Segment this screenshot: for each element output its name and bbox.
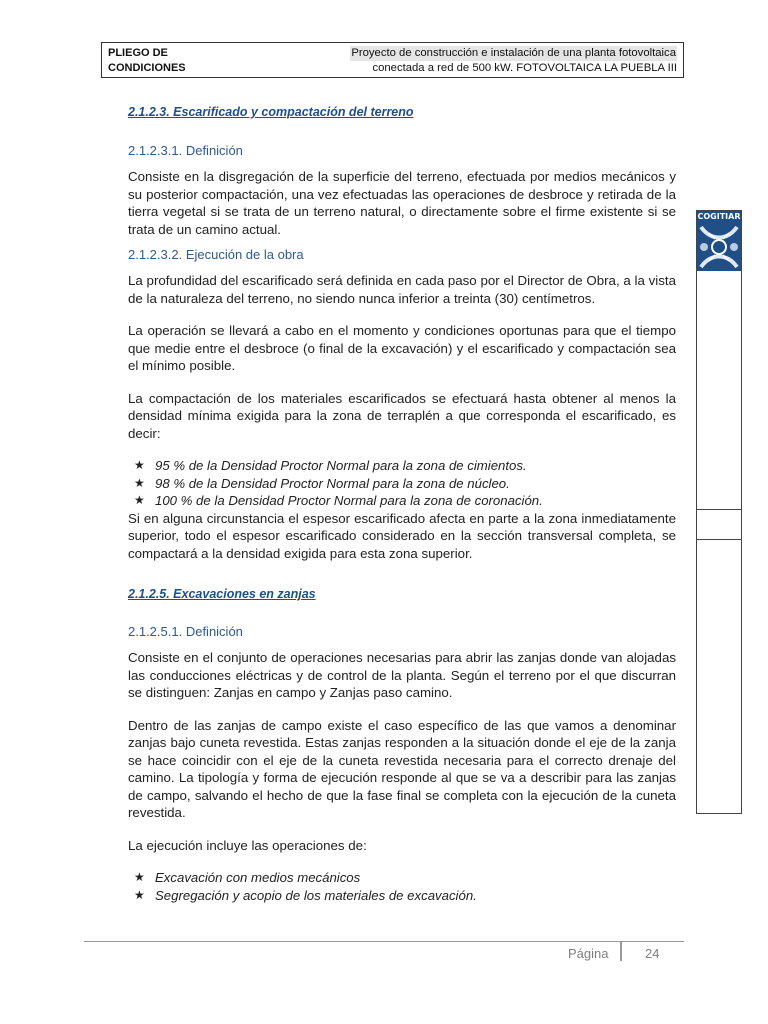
page-content (128, 104, 676, 904)
list-item-text: Segregación y acopio de los materiales de excavación. (155, 887, 477, 903)
sidebar-frame (696, 210, 742, 814)
star-bullet-icon: ★ (134, 870, 145, 884)
paragraph: La ejecución incluye las operaciones de: (128, 837, 367, 853)
section-heading: 2.1.2.5. Excavaciones en zanjas (128, 587, 316, 601)
sidebar-divider (697, 539, 741, 540)
header-right-line2: conectada a red de 500 kW. FOTOVOLTAICA LA PUEBLA III (372, 62, 677, 74)
header-left-line1: PLIEGO DE (108, 47, 168, 59)
footer-rule (84, 941, 684, 942)
paragraph: Consiste en el conjunto de operaciones necesarias para abrir las zanjas donde van alojadas las conducciones eléctricas y de control de la planta. Según el terreno por el que discurran se distinguen: Zanjas en campo y Zanjas paso camino. (128, 650, 676, 700)
section-heading: 2.1.2.3. Escarificado y compactación del terreno (128, 105, 414, 119)
star-bullet-icon: ★ (134, 475, 145, 490)
subsection-heading: 2.1.2.3.1. Definición (128, 143, 243, 158)
logo-emblem-icon (697, 223, 741, 271)
header-right-line1: Proyecto de construcción e instalación de una planta fotovoltaica (351, 47, 676, 59)
list-item (128, 475, 676, 493)
subsection-heading: 2.1.2.3.2. Ejecución de la obra (128, 247, 304, 262)
paragraph: La operación se llevará a cabo en el momento y condiciones oportunas para que el tiempo que medie entre el desbroce (o final de la excavación) y el escarificado y compactación sea el mínimo posible. (128, 323, 676, 373)
paragraph: La profundidad del escarificado será definida en cada paso por el Director de Obra, a la vista de la naturaleza del terreno, no siendo nunca inferior a treinta (30) centímetros. (128, 273, 676, 306)
paragraph: Consiste en la disgregación de la superficie del terreno, efectuada por medios mecánicos y su posterior compactación, una vez efectuadas las operaciones de desbroce y retirada de la tierra vegetal si se trata de un terreno natural, o directamente sobre el firme existente si se trata de un camino actual. (128, 169, 676, 237)
list-item (128, 869, 676, 887)
list-item-text: Excavación con medios mecánicos (155, 870, 361, 885)
list-item (128, 887, 676, 905)
document-header (101, 42, 684, 78)
page-label: Página (568, 946, 609, 961)
list-item-text: 98 % de la Densidad Proctor Normal para la zona de núcleo. (155, 475, 510, 491)
list-item (128, 457, 676, 475)
logo-text: COGITIAR (697, 212, 741, 221)
star-bullet-icon: ★ (134, 887, 145, 902)
paragraph: La compactación de los materiales escarificados se efectuará hasta obtener al menos la densidad mínima exigida para la zona de terraplén a que corresponda el escarificado, es decir: (128, 390, 676, 441)
list-item-text: 100 % de la Densidad Proctor Normal para la zona de coronación. (155, 493, 543, 508)
header-left-line2: CONDICIONES (108, 62, 186, 74)
header-project-title (257, 46, 677, 76)
cogitiar-logo (697, 211, 741, 271)
header-document-type (108, 46, 228, 76)
list-item-text: 95 % de la Densidad Proctor Normal para la zona de cimientos. (155, 458, 527, 473)
paragraph: Si en alguna circunstancia el espesor escarificado afecta en parte a la zona inmediatamente superior, todo el espesor escarificado considerado en la sección transversal completa, se compactará a la densidad exigida para esta zona superior. (128, 510, 676, 561)
paragraph: Dentro de las zanjas de campo existe el caso específico de las que vamos a denominar zanjas bajo cuneta revestida. Estas zanjas responden a la situación donde el eje de la zanja se hace coincidir con el eje de la cuneta revestida necesaria para el correcto drenaje del camino. La tipología y forma de ejecución responde al que se va a describir para las zanjas de campo, salvando el hecho de que la fase final se completa con la ejecución de la cuneta revestida. (128, 717, 676, 820)
star-bullet-icon: ★ (134, 458, 145, 472)
bullet-list (128, 869, 676, 904)
sidebar-divider (697, 509, 741, 510)
page-separator (620, 941, 622, 961)
subsection-heading: 2.1.2.5.1. Definición (128, 624, 243, 639)
bullet-list (128, 457, 676, 510)
page-number: 24 (645, 946, 660, 961)
list-item (128, 492, 676, 510)
star-bullet-icon: ★ (134, 493, 145, 507)
